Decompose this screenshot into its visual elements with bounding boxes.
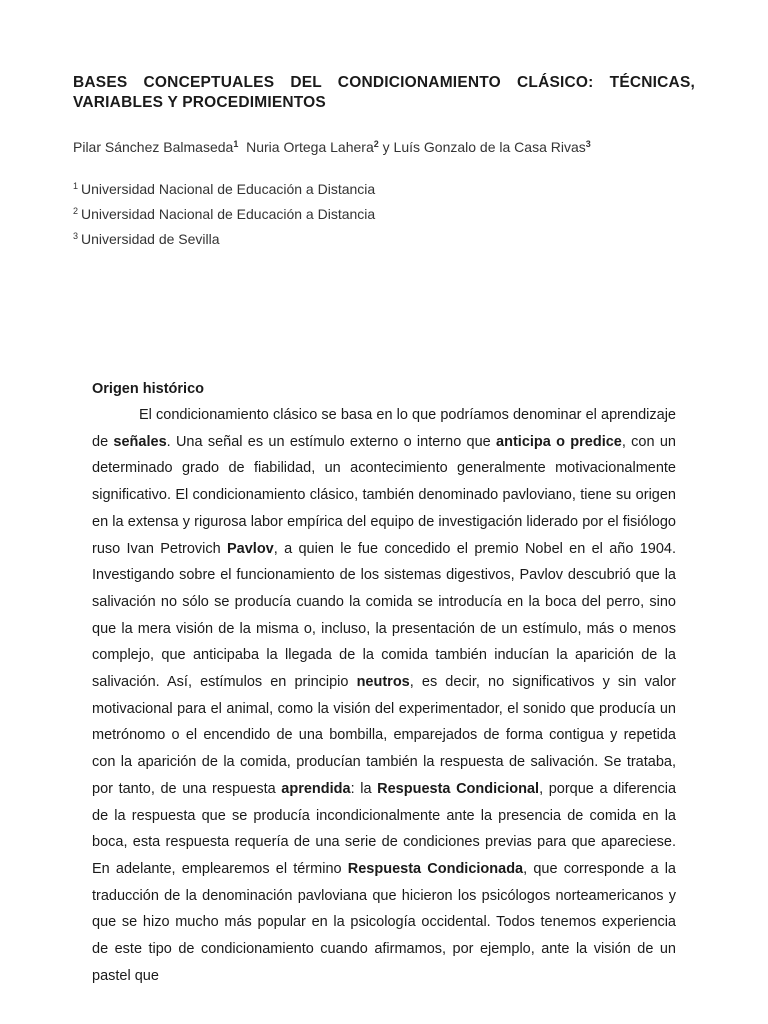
bold-term: Pavlov bbox=[227, 540, 274, 557]
document-title: BASES CONCEPTUALES DEL CONDICIONAMIENTO CLÁSICO: TÉCNICAS, VARIABLES Y PROCEDIMIENTOS bbox=[73, 74, 695, 111]
paragraph-run: , es decir, no significativos y sin valor motivacional para el animal, como la visión del experimentador, el sonido que producía un metrónomo o el encendido de una bombilla, emparejados de forma contigua y repetida con la aparición de la comida, producían también la respuesta de salivación. Se trataba, por tanto, de una respuesta bbox=[92, 674, 677, 797]
paragraph-run: . Una señal es un estímulo externo o interno que bbox=[166, 433, 497, 450]
bold-term: señales bbox=[113, 433, 167, 450]
bold-term: aprendida bbox=[281, 780, 351, 797]
bold-term: Respuesta Condicionada bbox=[347, 860, 524, 877]
section-heading: Origen histórico bbox=[92, 381, 204, 397]
affiliation-text: Universidad de Sevilla bbox=[81, 231, 220, 247]
affiliation-text: Universidad Nacional de Educación a Distancia bbox=[81, 181, 376, 197]
affiliations bbox=[73, 176, 713, 251]
paragraph-run: : la bbox=[350, 780, 378, 797]
author-mark: 3 bbox=[585, 139, 591, 149]
affiliation-text: Universidad Nacional de Educación a Distancia bbox=[81, 206, 376, 222]
paragraph-run: El condicionamiento clásico se basa en lo que podríamos denominar el aprendizaje de bbox=[92, 407, 676, 450]
paragraph-run: , porque a diferencia de la respuesta que se producía incondicionalmente ante la presencia de comida en la boca, esta respuesta requería de una serie de condiciones previas para que apareciese. En adelante, emplearemos el término bbox=[92, 780, 677, 877]
author-name: Luís Gonzalo de la Casa Rivas bbox=[393, 139, 586, 155]
affiliation bbox=[73, 226, 713, 251]
bold-term: Respuesta Condicional bbox=[377, 780, 540, 797]
paragraph-run: , que corresponde a la traducción de la denominación pavloviana que hicieron los psicólogos norteamericanos y que se hizo mucho más popular en la psicología occidental. Todos tenemos experiencia de este tipo de condicionamiento cuando afirmamos, por ejemplo, ante la visión de un pastel que bbox=[92, 860, 676, 984]
affiliation bbox=[73, 201, 713, 226]
author-connector: y bbox=[382, 139, 390, 155]
affiliation bbox=[73, 176, 713, 201]
author-mark: 1 bbox=[233, 139, 239, 149]
bold-term: neutros bbox=[356, 674, 410, 691]
paragraph-run: , con un determinado grado de fiabilidad, un acontecimiento generalmente motivacionalmente significativo. El condicionamiento clásico, también denominado pavloviano, tiene su origen en la extensa y rigurosa labor empírica del equipo de investigación liderado por el fisiólogo ruso Ivan Petrovich bbox=[92, 433, 676, 557]
affiliation-mark: 3 bbox=[73, 231, 79, 241]
author-line bbox=[73, 134, 713, 157]
author-name: Nuria Ortega Lahera bbox=[246, 139, 374, 155]
author-mark: 2 bbox=[373, 139, 379, 149]
affiliation-mark: 2 bbox=[73, 206, 79, 216]
body-paragraph bbox=[92, 402, 676, 989]
paragraph-run: , a quien le fue concedido el premio Nobel en el año 1904. Investigando sobre el funcionamiento de los sistemas digestivos, Pavlov descubrió que la salivación no sólo se producía cuando la comida se introducía en la boca del perro, sino que la mera visión de la misma o, incluso, la presentación de un estímulo, más o menos complejo, que anticipaba la llegada de la comida también inducían la aparición de la salivación. Así, estímulos en principio bbox=[92, 540, 676, 691]
bold-term: anticipa o predice bbox=[496, 433, 622, 450]
author-name: Pilar Sánchez Balmaseda bbox=[73, 139, 234, 155]
affiliation-mark: 1 bbox=[73, 181, 79, 191]
